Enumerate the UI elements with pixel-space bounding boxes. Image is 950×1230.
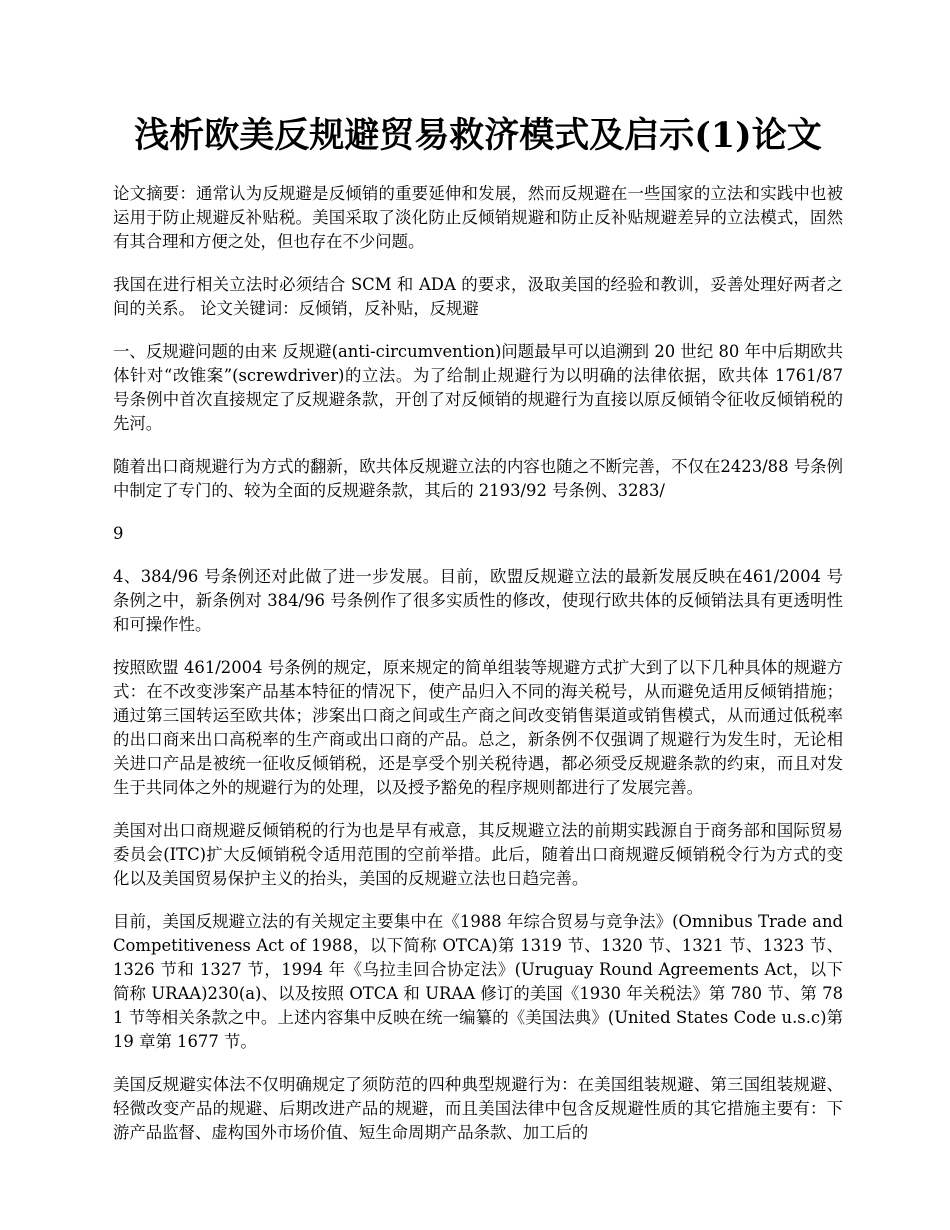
abstract-paragraph: 论文摘要：通常认为反规避是反倾销的重要延伸和发展，然而反规避在一些国家的立法和实践中也被运用于防止规避反补贴税。美国采取了淡化防止反倾销规避和防止反补贴规避差异的立法模式，固然有其合理和方便之处，但也存在不少问题。 (113, 184, 843, 251)
document-page (113, 0, 843, 1164)
us-substantive-law-paragraph: 美国反规避实体法不仅明确规定了须防范的四种典型规避行为：在美国组装规避、第三国组装规避、轻微改变产品的规避、后期改进产品的规避，而且美国法律中包含反规避性质的其它措施主要有：下游产品监督、虚构国外市场价值、短生命周期产品条款、加工后的 (113, 1075, 843, 1142)
origin-paragraph: 一、反规避问题的由来 反规避(anti-circumvention)问题最早可以追溯到 20 世纪 80 年中后期欧共体针对“改锥案”(screwdriver)的立法。为了给制止规避行为以明确的法律依据，欧共体 1761/87 号条例中首次直接规定了反规避条款，开创了对反倾销的规避行为直接以原反倾销令征收反倾销税的先河。 (113, 342, 843, 433)
page-number-fragment: 9 (113, 524, 124, 543)
eu-development-paragraph: 随着出口商规避行为方式的翻新，欧共体反规避立法的内容也随之不断完善，不仅在2423/88 号条例中制定了专门的、较为全面的反规避条款，其后的 2193/92 号条例、3283/ (113, 457, 843, 500)
us-history-paragraph: 美国对出口商规避反倾销税的行为也是早有戒意，其反规避立法的前期实践源自于商务部和国际贸易委员会(ITC)扩大反倾销税令适用范围的空前举措。此后，随着出口商规避反倾销税令行为方式的变化以及美国贸易保护主义的抬头，美国的反规避立法也日趋完善。 (113, 821, 843, 888)
us-legislation-paragraph: 目前，美国反规避立法的有关规定主要集中在《1988 年综合贸易与竞争法》(Omnibus Trade and Competitiveness Act of 1988，以下简称 OTCA)第 1319 节、1320 节、1321 节、1323 节、1326 节和 1327 节，1994 年《乌拉圭回合协定法》(Uruguay Round Agreements Act，以下简称 URAA)230(a)、以及按照 OTCA 和 URAA 修订的美国《1930 年关税法》第 780 节、第 781 节等相关条款之中。上述内容集中反映在统一编纂的《美国法典》(United States Code u.s.c)第 19 章第 1677 节。 (113, 912, 843, 1051)
eu-latest-paragraph: 4、384/96 号条例还对此做了进一步发展。目前，欧盟反规避立法的最新发展反映在461/2004 号条例之中，新条例对 384/96 号条例作了很多实质性的修改，使现行欧共体的反倾销法具有更透明性和可操作性。 (113, 567, 843, 634)
eu-regulation-paragraph: 按照欧盟 461/2004 号条例的规定，原来规定的简单组装等规避方式扩大到了以下几种具体的规避方式：在不改变涉案产品基本特征的情况下，使产品归入不同的海关税号，从而避免适用反倾销措施；通过第三国转运至欧共体；涉案出口商之间或生产商之间改变销售渠道或销售模式，从而通过低税率的出口商来出口高税率的生产商或出口商的产品。总之，新条例不仅强调了规避行为发生时，无论相关进口产品是被统一征收反倾销税，还是享受个别关税待遇，都必须受反规避条款的约束，而且对发生于共同体之外的规避行为的处理，以及授予豁免的程序规则都进行了发展完善。 (113, 658, 843, 797)
document-title: 浅析欧美反规避贸易救济模式及启示(1)论文 (134, 115, 822, 156)
keywords-paragraph: 我国在进行相关立法时必须结合 SCM 和 ADA 的要求，汲取美国的经验和教训，妥善处理好两者之间的关系。 论文关键词：反倾销，反补贴，反规避 (113, 275, 843, 318)
document-body (113, 182, 843, 1145)
